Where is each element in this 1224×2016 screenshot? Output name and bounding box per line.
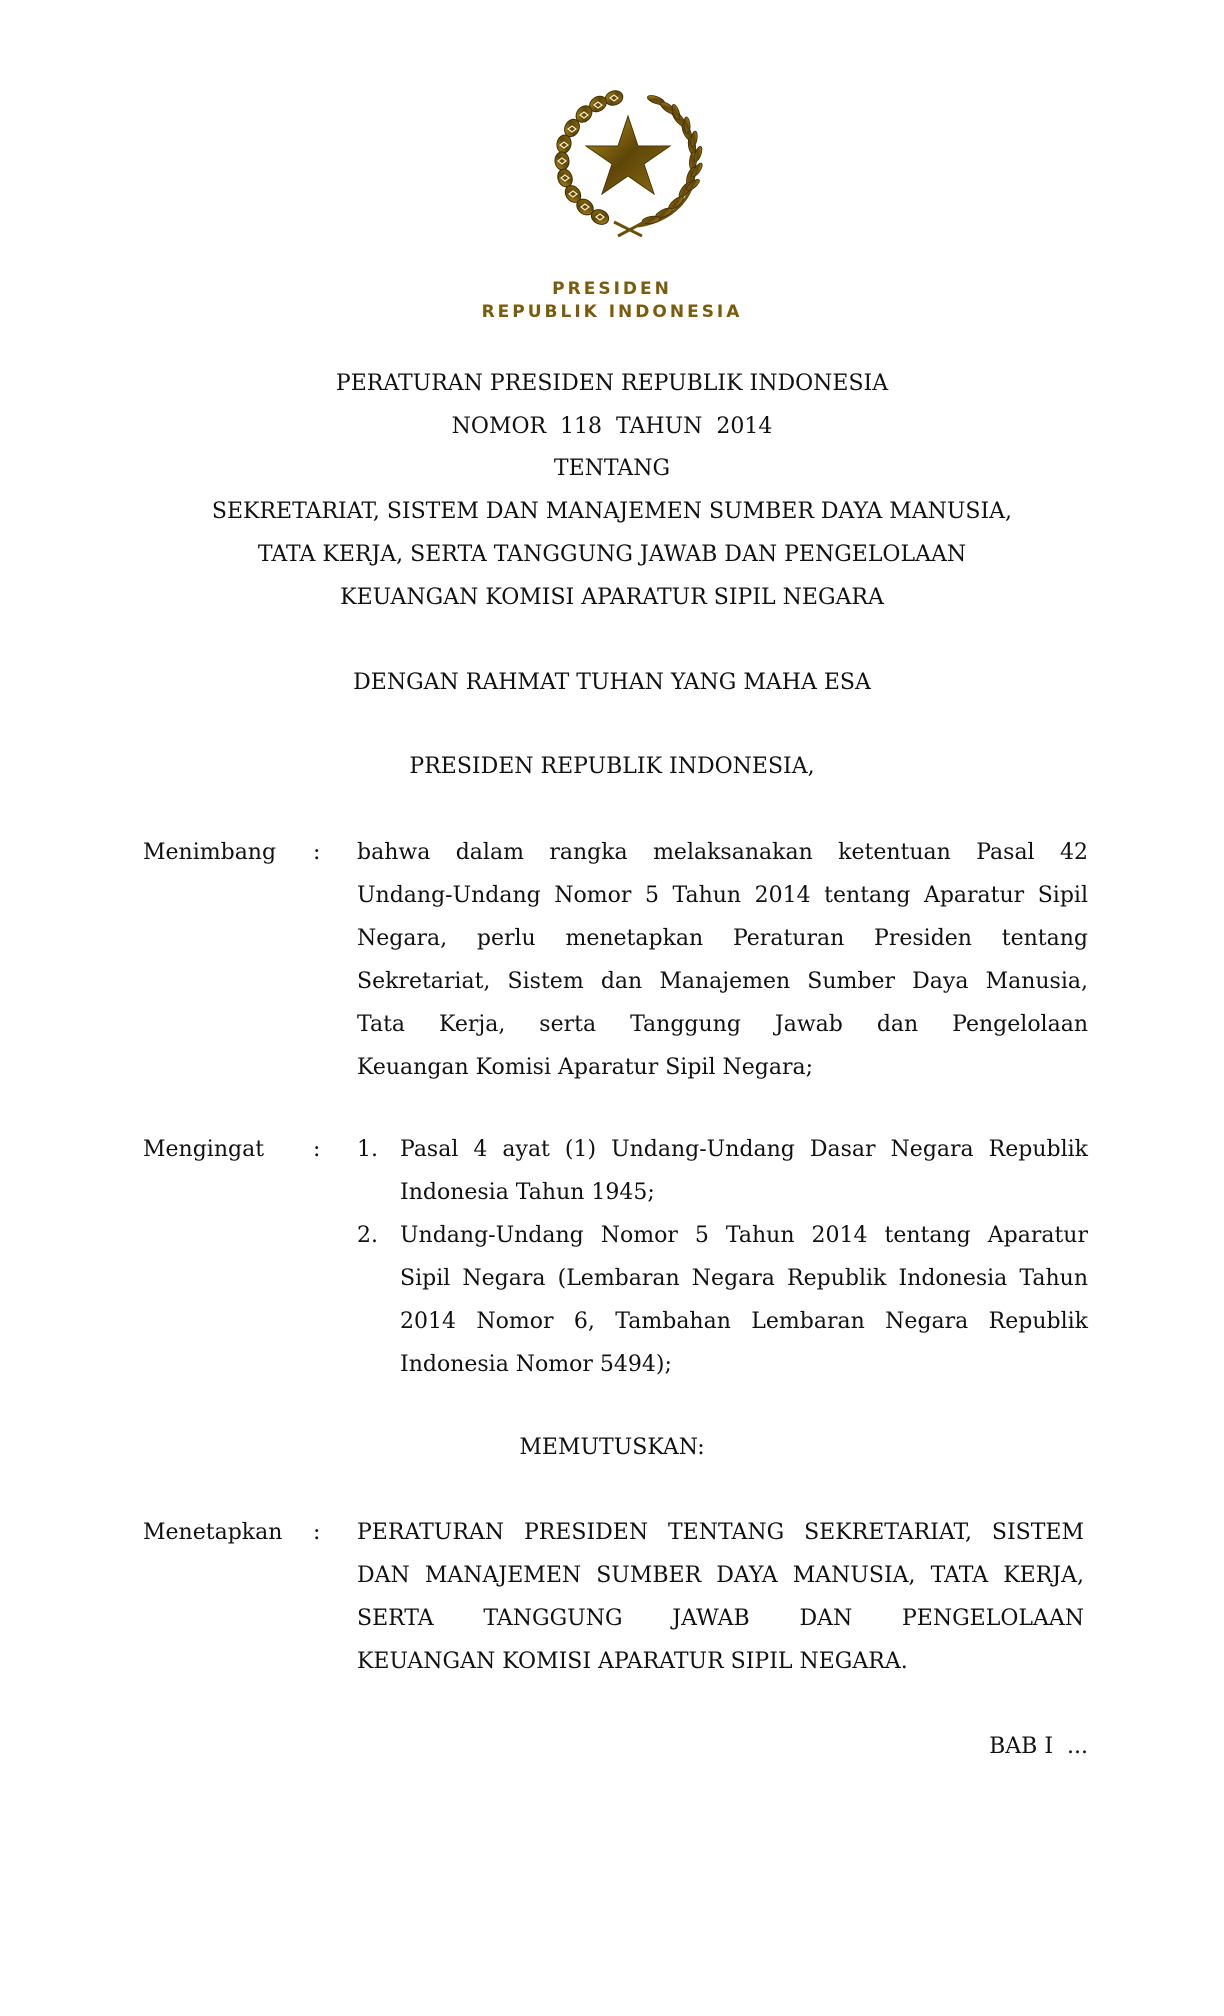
menimbang-body [357, 839, 1088, 1097]
menimbang-line: bahwa dalam rangka melaksanakan ketentuan Pasal 42 [357, 840, 1088, 865]
menetapkan-line: PERATURAN PRESIDEN TENTANG SEKRETARIAT, SISTEM [357, 1520, 1084, 1545]
continuation-marker: BAB I ... [989, 1734, 1088, 1759]
menetapkan-line: KEUANGAN KOMISI APARATUR SIPIL NEGARA. [357, 1649, 908, 1674]
memutuskan-heading: MEMUTUSKAN: [519, 1435, 705, 1460]
regulation-subject-line-1: SEKRETARIAT, SISTEM DAN MANAJEMEN SUMBER DAYA MANUSIA, [211, 499, 1013, 524]
issuer: PRESIDEN REPUBLIK INDONESIA, [409, 754, 815, 779]
mengingat-line: Sipil Negara (Lembaran Negara Republik Indonesia Tahun [400, 1266, 1088, 1291]
regulation-number: NOMOR 118 TAHUN 2014 [451, 414, 773, 439]
mengingat-line: 2014 Nomor 6, Tambahan Lembaran Negara Republik [400, 1309, 1088, 1334]
letterhead-line-1: PRESIDEN [552, 279, 672, 299]
regulation-subject-line-2: TATA KERJA, SERTA TANGGUNG JAWAB DAN PENGELOLAAN [257, 542, 967, 567]
mengingat-line: Indonesia Tahun 1945; [400, 1180, 655, 1205]
menimbang-line: Negara, perlu menetapkan Peraturan Presiden tentang [357, 926, 1088, 951]
mengingat-line: Pasal 4 ayat (1) Undang-Undang Dasar Negara Republik [400, 1137, 1088, 1162]
mengingat-label: Mengingat [143, 1137, 265, 1162]
mengingat-line: Indonesia Nomor 5494); [400, 1352, 672, 1377]
mengingat-line: Undang-Undang Nomor 5 Tahun 2014 tentang Aparatur [400, 1223, 1088, 1248]
menimbang-line: Tata Kerja, serta Tanggung Jawab dan Pengelolaan [357, 1012, 1088, 1037]
menetapkan-line: SERTA TANGGUNG JAWAB DAN PENGELOLAAN [357, 1606, 1084, 1631]
letterhead-line-2: REPUBLIK INDONESIA [481, 302, 743, 322]
regulation-about: TENTANG [553, 456, 671, 481]
mengingat-body [357, 1136, 1088, 1394]
mengingat-item-1 [357, 1136, 1088, 1222]
regulation-title: PERATURAN PRESIDEN REPUBLIK INDONESIA [335, 371, 889, 396]
invocation: DENGAN RAHMAT TUHAN YANG MAHA ESA [353, 670, 871, 695]
menimbang-line: Sekretariat, Sistem dan Manajemen Sumber Daya Manusia, [357, 969, 1088, 994]
menetapkan-line: DAN MANAJEMEN SUMBER DAYA MANUSIA, TATA KERJA, [357, 1563, 1084, 1588]
list-number: 1. [357, 1137, 378, 1162]
menimbang-colon: : [313, 840, 321, 865]
menimbang-label: Menimbang [143, 840, 277, 865]
mengingat-colon: : [313, 1137, 321, 1162]
regulation-subject-line-3: KEUANGAN KOMISI APARATUR SIPIL NEGARA [340, 585, 884, 610]
menetapkan-body [357, 1519, 1084, 1691]
list-number: 2. [357, 1223, 378, 1248]
menimbang-line: Keuangan Komisi Aparatur Sipil Negara; [357, 1055, 813, 1080]
menetapkan-colon: : [313, 1520, 321, 1545]
menetapkan-label: Menetapkan [143, 1520, 283, 1545]
mengingat-item-2 [357, 1222, 1088, 1394]
presidential-seal-icon [552, 88, 708, 238]
menimbang-line: Undang-Undang Nomor 5 Tahun 2014 tentang Aparatur Sipil [357, 883, 1088, 908]
